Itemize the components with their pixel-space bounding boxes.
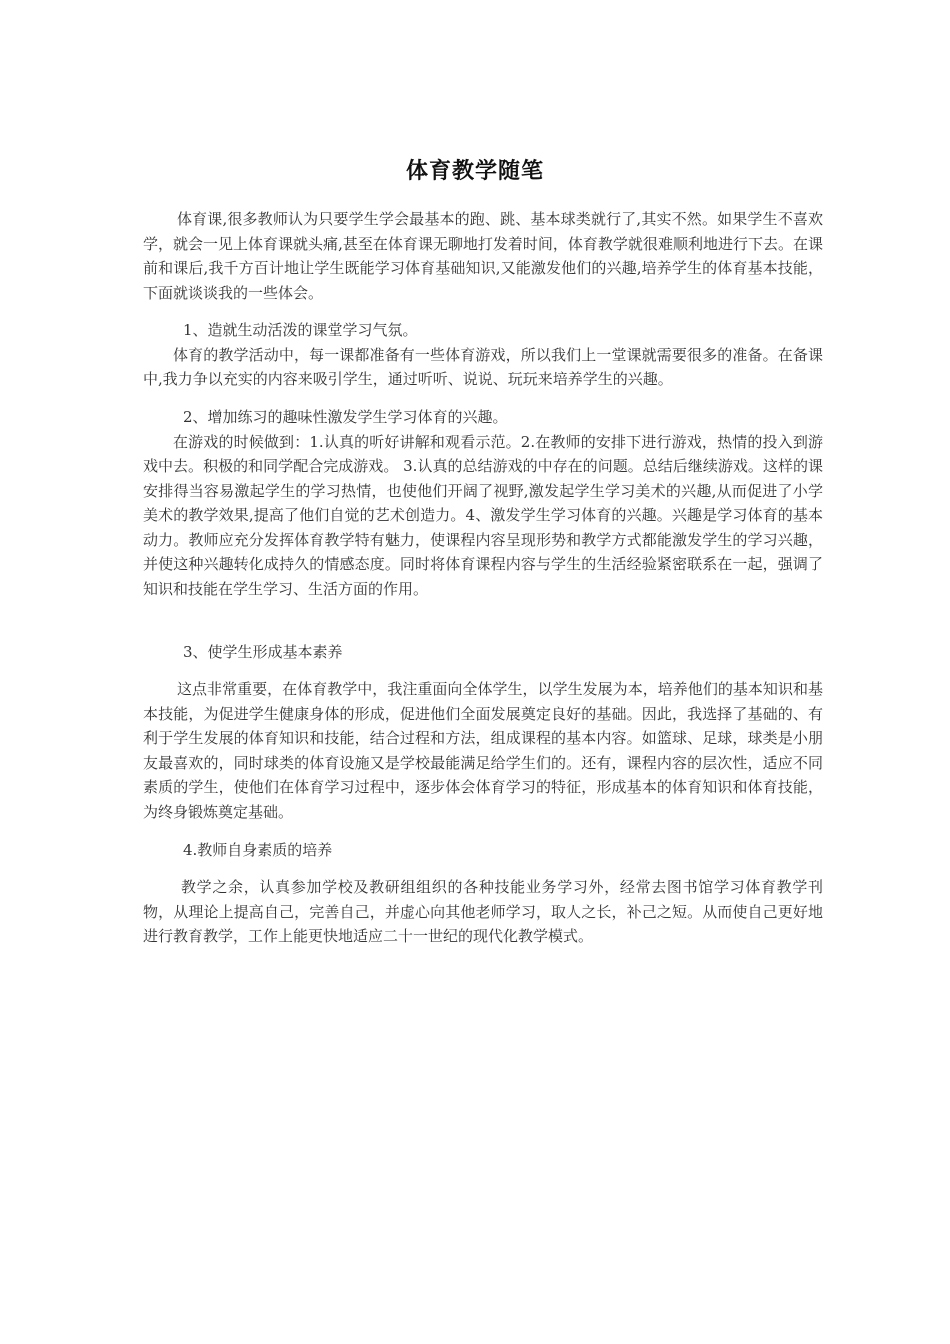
section-3-body: 这点非常重要，在体育教学中，我注重面向全体学生，以学生发展为本，培养他们的基本知识和基本技能，为促进学生健康身体的形成，促进他们全面发展奠定良好的基础。因此，我选择了基础的、有利于学生发展的体育知识和技能，结合过程和方法，组成课程的基本内容。如篮球、足球，球类是小朋友最喜欢的，同时球类的体育设施又是学校最能满足给学生们的。还有，课程内容的层次性，适应不同素质的学生，使他们在体育学习过程中，逐步体会体育学习的特征，形成基本的体育知识和体育技能，为终身锻炼奠定基础。 — [143, 680, 823, 821]
intro-paragraph: 体育课,很多教师认为只要学生学会最基本的跑、跳、基本球类就行了,其实不然。如果学生不喜欢学，就会一见上体育课就头痛,甚至在体育课无聊地打发着时间，体育教学就很难顺利地进行下去。在课前和课后,我千方百计地让学生既能学习体育基础知识,又能激发他们的兴趣,培养学生的体育基本技能，下面就谈谈我的一些体会。 — [143, 210, 823, 302]
section-4-heading-block — [143, 838, 823, 863]
section-3-heading-block — [143, 640, 823, 665]
section-4-body-block — [143, 875, 823, 949]
section-1-body: 体育的教学活动中，每一课都准备有一些体育游戏，所以我们上一堂课就需要很多的准备。在备课中,我力争以充实的内容来吸引学生，通过听听、说说、玩玩来培养学生的兴趣。 — [143, 345, 823, 388]
document-title: 体育教学随笔 — [405, 158, 544, 184]
section-3-body-block — [143, 677, 823, 824]
section-2-body: 在游戏的时候做到：1.认真的听好讲解和观看示范。2.在教师的安排下进行游戏，热情的投入到游戏中去。积极的和同学配合完成游戏。 3.认真的总结游戏的中存在的问题。总结后继续游戏。这样的课安排得当容易激起学生的学习热情，也使他们开阔了视野,激发起学生学习美术的兴趣,从而促进了小学美术的教学效果,提高了他们自觉的艺术创造力。4、激发学生学习体育的兴趣。兴趣是学习体育的基本动力。教师应充分发挥体育教学特有魅力，使课程内容呈现形势和教学方式都能激发学生的学习兴趣， 并使这种兴趣转化成持久的情感态度。同时将体育课程内容与学生的生活经验紧密联系在一起，强调了知识和技能在学生学习、生活方面的作用。 — [143, 432, 823, 598]
intro-block — [143, 207, 823, 305]
section-2-heading: 2、增加练习的趣味性激发学生学习体育的兴趣。 — [183, 408, 508, 426]
section-4-heading: 4.教师自身素质的培养 — [183, 841, 333, 859]
section-1-heading: 1、造就生动活泼的课堂学习气氛。 — [183, 321, 418, 339]
section-1 — [143, 318, 823, 392]
section-2 — [143, 405, 823, 601]
section-3-heading: 3、使学生形成基本素养 — [183, 643, 343, 661]
section-4-body: 教学之余，认真参加学校及教研组组织的各种技能业务学习外，经常去图书馆学习体育教学刊物，从理论上提高自己，完善自己，并虚心向其他老师学习，取人之长，补己之短。从而使自己更好地进行教育教学，工作上能更快地适应二十一世纪的现代化教学模式。 — [143, 878, 823, 945]
